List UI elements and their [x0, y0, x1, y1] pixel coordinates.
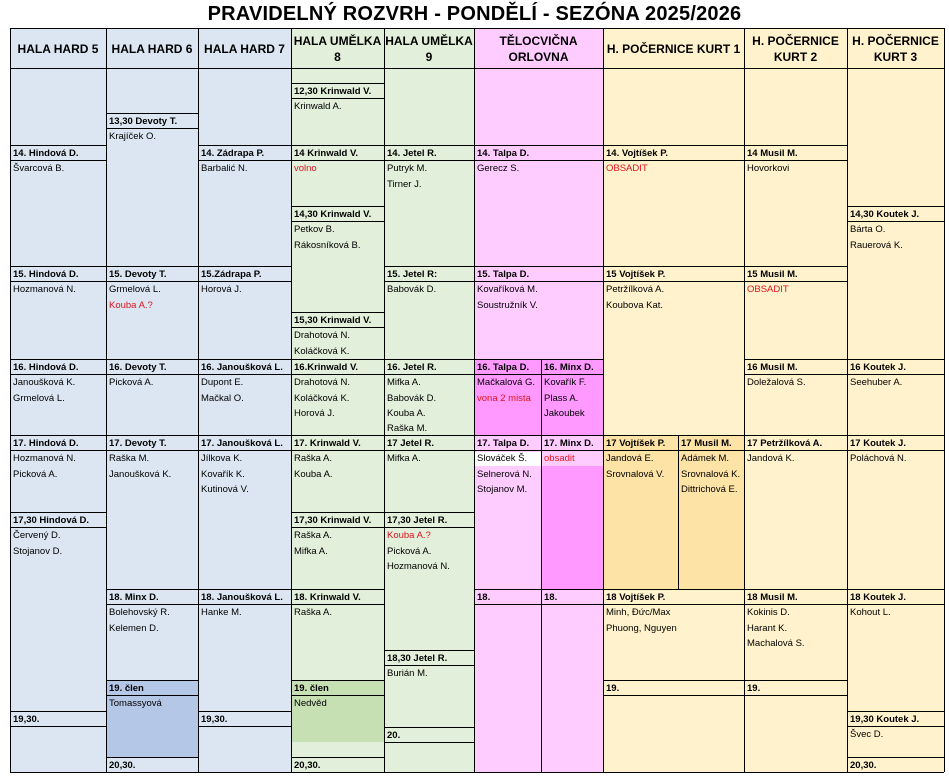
- slot-header: 18. Janoušková L.: [201, 592, 283, 603]
- player-name: Harant K.: [747, 622, 788, 634]
- column-header-pk1: H. POČERNICE KURT 1: [606, 42, 741, 56]
- player-name: Raška M.: [387, 423, 428, 435]
- column-header-hh6: HALA HARD 6: [111, 42, 193, 56]
- slot-header: 16 Koutek J.: [850, 362, 906, 373]
- schedule-block-pk1-18: [606, 590, 742, 636]
- slot-header: 18,30 Jetel R.: [387, 653, 448, 664]
- column-header-to: TĚLOCVIČNA ORLOVNA: [499, 34, 578, 64]
- player-name: Horová J.: [294, 407, 335, 419]
- player-name: Stojanov M.: [477, 483, 528, 495]
- schedule-block-hu9-1830: [387, 651, 472, 682]
- player-name: Raška A.: [294, 453, 333, 465]
- column-header-hu8: HALA UMĚLKA 8: [293, 34, 382, 64]
- slot-header: 14. Jetel R.: [387, 148, 437, 159]
- schedule-block-pk3-16: [850, 360, 942, 391]
- player-name: Dupont E.: [201, 377, 244, 389]
- player-name: Machalová S.: [747, 637, 805, 649]
- column-header-hu9: HALA UMĚLKA 9: [385, 34, 473, 64]
- slot-header: 17. Janoušková L.: [201, 438, 283, 449]
- slot-header: 17 Jetel R.: [387, 438, 434, 449]
- schedule-block-pk2-17: [747, 436, 845, 467]
- slot-header: 15 Musil M.: [747, 269, 798, 280]
- player-name: Gerecz S.: [477, 163, 520, 175]
- grid-line-vertical: [847, 28, 848, 772]
- slot-header: 19.: [747, 683, 761, 694]
- slot-note: obsadit: [544, 453, 575, 465]
- schedule-block-to-16b: [544, 360, 601, 421]
- grid-line-vertical: [678, 435, 679, 589]
- slot-header: 20,30.: [294, 760, 321, 771]
- slot-header: 17,30 Krinwald V.: [294, 515, 372, 526]
- column-header-pk2: H. POČERNICE KURT 2: [752, 34, 839, 64]
- slot-header: 17 Koutek J.: [850, 438, 906, 449]
- column-header-pk3: H. POČERNICE KURT 3: [852, 34, 939, 64]
- player-name: Jandová E.: [606, 453, 654, 465]
- slot-header: 17. Krinwald V.: [294, 438, 361, 449]
- slot-header: 15. Jetel R:: [387, 269, 438, 280]
- slot-header: 15. Talpa D.: [477, 269, 530, 280]
- slot-note: volno: [294, 163, 317, 175]
- schedule-block-hu8-14: [294, 146, 382, 177]
- player-name: Švec D.: [850, 729, 884, 741]
- slot-header: 18 Musil M.: [747, 592, 798, 603]
- player-name: Hozmanová N.: [13, 453, 76, 465]
- slot-header: 18.: [544, 592, 558, 603]
- slot-header: 17. Minx D.: [544, 438, 594, 449]
- grid-line-vertical: [541, 359, 542, 772]
- schedule-block-pk2-18: [747, 590, 845, 651]
- player-name: Rákosníková B.: [294, 239, 361, 251]
- grid-line-vertical: [603, 28, 604, 772]
- player-name: Hovorkovi: [747, 163, 790, 175]
- player-name: Jakoubek: [544, 407, 585, 419]
- slot-header: 18 Vojtíšek P.: [606, 592, 666, 603]
- player-name: Grmelová L.: [13, 392, 65, 404]
- player-name: Kouba A.: [387, 407, 426, 419]
- slot-note: Kouba A.?: [109, 299, 153, 311]
- schedule-block-pk1-14: [606, 146, 742, 177]
- player-name: Plass A.: [544, 392, 579, 404]
- player-name: Janoušková K.: [13, 377, 76, 389]
- player-name: Srovnalová K.: [681, 468, 741, 480]
- player-name: Kovařík K.: [201, 468, 245, 480]
- player-name: Švarcová B.: [13, 163, 65, 175]
- slot-header: 17. Hindová D.: [13, 438, 79, 449]
- player-name: Grmelová L.: [109, 284, 161, 296]
- player-name: Kovařík F.: [544, 377, 587, 389]
- player-name: Mačkalová G.: [477, 377, 536, 389]
- player-name: Adámek M.: [681, 453, 730, 465]
- slot-header: 14. Vojtíšek P.: [606, 148, 668, 159]
- player-name: Mačkal O.: [201, 392, 244, 404]
- player-name: Babovák D.: [387, 284, 437, 296]
- schedule-block-hh7-18: [201, 590, 289, 621]
- player-name: Janoušková K.: [109, 468, 172, 480]
- slot-header: 17 Musil M.: [681, 438, 732, 449]
- player-name: Doležalová S.: [747, 377, 806, 389]
- schedule-block-pk3-17: [850, 436, 942, 467]
- player-name: Picková A.: [13, 468, 58, 480]
- slot-header: 17,30 Jetel R.: [387, 515, 448, 526]
- player-name: Soustružník V.: [477, 299, 538, 311]
- player-name: Koláčková K.: [294, 345, 350, 357]
- player-name: Bolehovský R.: [109, 607, 170, 619]
- schedule-block-hh5-17: [13, 436, 104, 482]
- schedule-block-hh5-1730: [13, 513, 104, 559]
- column-background: [847, 28, 944, 772]
- schedule-block-hu8-1430: [294, 207, 382, 253]
- player-name: Mifka A.: [387, 453, 421, 465]
- grid-line-horizontal: [10, 28, 944, 29]
- schedule-block-pk3-18: [850, 590, 942, 621]
- player-name: Babovák D.: [387, 392, 437, 404]
- slot-header: 15. Devoty T.: [109, 269, 167, 280]
- slot-header: 14,30 Koutek J.: [850, 209, 920, 220]
- slot-header: 19. člen: [294, 683, 329, 694]
- player-name: Phuong, Nguyen: [606, 622, 677, 634]
- grid-line-vertical: [384, 28, 385, 772]
- grid-line-vertical: [474, 28, 475, 772]
- slot-note: OBSADIT: [747, 284, 789, 296]
- player-name: Tomassyová: [109, 698, 162, 710]
- player-name: Srovnalová V.: [606, 468, 665, 480]
- highlight-patch: [541, 466, 603, 589]
- slot-header: 15.Zádrapa P.: [201, 269, 262, 280]
- schedule-block-hu8-16: [294, 360, 382, 421]
- schedule-block-hu9-20: [387, 728, 472, 743]
- player-name: Tirner J.: [387, 178, 422, 190]
- schedule-block-hu9-1730: [387, 513, 472, 574]
- player-name: Hozmanová N.: [387, 560, 450, 572]
- slot-header: 14. Zádrapa P.: [201, 148, 265, 159]
- schedule-block-to-18a: [477, 590, 539, 605]
- player-name: Kutinová V.: [201, 483, 249, 495]
- slot-note: Kouba A.?: [387, 530, 431, 542]
- slot-header: 14 Musil M.: [747, 148, 798, 159]
- schedule-block-hh7-15: [201, 267, 289, 298]
- player-name: Krinwald A.: [294, 101, 342, 113]
- slot-header: 16 Musil M.: [747, 362, 798, 373]
- schedule-block-hh6-15: [109, 267, 196, 313]
- player-name: Kokinis D.: [747, 607, 790, 619]
- schedule-block-hu8-17: [294, 436, 382, 482]
- player-name: Horová J.: [201, 284, 242, 296]
- schedule-block-to-17a: [477, 436, 539, 497]
- grid-line-vertical: [744, 28, 745, 772]
- player-name: Krajíček O.: [109, 131, 156, 143]
- slot-header: 19,30.: [13, 714, 40, 725]
- slot-header: 14. Hindová D.: [13, 148, 79, 159]
- player-name: Kelemen D.: [109, 622, 159, 634]
- slot-header: 15. Hindová D.: [13, 269, 79, 280]
- slot-header: 14 Krinwald V.: [294, 148, 359, 159]
- schedule-block-pk1-19: [606, 681, 742, 696]
- schedule-block-hh5-16: [13, 360, 104, 406]
- slot-header: 20.: [387, 730, 401, 741]
- schedule-block-hu8-1230: [294, 84, 382, 115]
- schedule-block-hh5-1930: [13, 712, 104, 727]
- schedule-block-hh6-2030: [109, 758, 196, 773]
- player-name: Nedvěd: [294, 698, 327, 710]
- slot-header: 14,30 Krinwald V.: [294, 209, 372, 220]
- slot-header: 17. Talpa D.: [477, 438, 530, 449]
- slot-header: 18. Minx D.: [109, 592, 159, 603]
- grid-line-vertical: [944, 28, 945, 772]
- schedule-block-to-18b: [544, 590, 601, 605]
- schedule-block-hh7-1930: [201, 712, 289, 727]
- slot-header: 15 Vojtíšek P.: [606, 269, 666, 280]
- schedule-block-pk1-15: [606, 267, 742, 313]
- schedule-block-hu9-16: [387, 360, 472, 436]
- player-name: Kovaříková M.: [477, 284, 538, 296]
- player-name: Minh, Đức/Max: [606, 607, 671, 619]
- grid-line-vertical: [10, 28, 11, 772]
- slot-note: OBSADIT: [606, 163, 648, 175]
- player-name: Rauerová K.: [850, 239, 903, 251]
- schedule-block-pk2-19: [747, 681, 845, 696]
- player-name: Petkov B.: [294, 224, 335, 236]
- player-name: Seehuber A.: [850, 377, 903, 389]
- player-name: Drahotová N.: [294, 377, 350, 389]
- schedule-block-hu8-1730: [294, 513, 382, 559]
- slot-header: 17 Petržílková A.: [747, 438, 823, 449]
- grid-line-vertical: [198, 28, 199, 772]
- column-header-hh5: HALA HARD 5: [17, 42, 99, 56]
- player-name: Hanke M.: [201, 607, 242, 619]
- slot-header: 13,30 Devoty T.: [109, 116, 178, 127]
- player-name: Burián M.: [387, 668, 428, 680]
- slot-header: 16. Jetel R.: [387, 362, 437, 373]
- player-name: Petržílková A.: [606, 284, 665, 296]
- slot-header: 16. Minx D.: [544, 362, 594, 373]
- slot-header: 17. Devoty T.: [109, 438, 167, 449]
- player-name: Mifka A.: [387, 377, 421, 389]
- slot-header: 20,30.: [850, 760, 877, 771]
- slot-header: 16. Devoty T.: [109, 362, 167, 373]
- slot-header: 16. Janoušková L.: [201, 362, 283, 373]
- slot-header: 17 Vojtíšek P.: [606, 438, 666, 449]
- player-name: Koláčková K.: [294, 392, 350, 404]
- schedule-block-hu8-18: [294, 590, 382, 621]
- schedule-block-to-14: [477, 146, 601, 177]
- player-name: Barbalić N.: [201, 163, 248, 175]
- schedule-block-pk3-2030: [850, 758, 942, 773]
- slot-header: 16.Krinwald V.: [294, 362, 359, 373]
- column-background: [603, 28, 744, 772]
- schedule-block-pk2-14: [747, 146, 845, 177]
- schedule-block-to-17b: [544, 436, 601, 467]
- schedule-block-hh7-14: [201, 146, 289, 177]
- player-name: Picková A.: [387, 545, 432, 557]
- slot-header: 17,30 Hindová D.: [13, 515, 90, 526]
- slot-header: 18. Krinwald V.: [294, 592, 361, 603]
- schedule-block-hu8-2030: [294, 758, 382, 773]
- player-name: Stojanov D.: [13, 545, 63, 557]
- slot-header: 14. Talpa D.: [477, 148, 530, 159]
- schedule-block-pk2-16: [747, 360, 845, 391]
- player-name: Koubova Kat.: [606, 299, 664, 311]
- schedule-block-pk2-15: [747, 267, 845, 298]
- player-name: Picková A.: [109, 377, 154, 389]
- slot-header: 16. Talpa D.: [477, 362, 530, 373]
- schedule-block-hh5-14: [13, 146, 104, 177]
- player-name: Poláchová N.: [850, 453, 907, 465]
- schedule-block-hu8-1530: [294, 313, 382, 359]
- player-name: Jandová K.: [747, 453, 795, 465]
- slot-header: 19,30.: [201, 714, 228, 725]
- schedule-block-pk3-1430: [850, 207, 942, 253]
- schedule-block-pk1-17b: [681, 436, 742, 497]
- player-name: Kouba A.: [294, 468, 333, 480]
- schedule-block-hh6-16: [109, 360, 196, 391]
- schedule-block-hh6-19: [109, 681, 196, 712]
- slot-header: 15,30 Krinwald V.: [294, 315, 372, 326]
- schedule-block-hh5-15: [13, 267, 104, 298]
- slot-header: 19. člen: [109, 683, 144, 694]
- grid-line-vertical: [106, 28, 107, 772]
- schedule-block-hh6-18: [109, 590, 196, 636]
- schedule-block-hh6-1330: [109, 114, 196, 145]
- player-name: Bárta O.: [850, 224, 886, 236]
- player-name: Drahotová N.: [294, 330, 350, 342]
- slot-header: 19,30 Koutek J.: [850, 714, 920, 725]
- schedule-block-hu8-19: [294, 681, 382, 712]
- grid-line-horizontal: [10, 68, 944, 69]
- player-name: Hozmanová N.: [13, 284, 76, 296]
- player-name: Raška A.: [294, 530, 333, 542]
- player-name: Červený D.: [13, 530, 61, 542]
- slot-header: 18.: [477, 592, 491, 603]
- page-title: PRAVIDELNÝ ROZVRH - PONDĚLÍ - SEZÓNA 2025/2026: [207, 3, 742, 25]
- player-name: Slováček Š.: [477, 453, 528, 465]
- schedule-block-pk3-1930: [850, 712, 942, 743]
- player-name: Raška M.: [109, 453, 150, 465]
- player-name: Dittrichová E.: [681, 483, 738, 495]
- schedule-block-pk1-17a: [606, 436, 676, 482]
- player-name: Mifka A.: [294, 545, 328, 557]
- schedule-block-to-16a: [477, 360, 539, 406]
- column-header-hh7: HALA HARD 7: [204, 42, 285, 56]
- player-name: Jílkova K.: [201, 453, 243, 465]
- slot-header: 20,30.: [109, 760, 136, 771]
- slot-header: 18 Koutek J.: [850, 592, 906, 603]
- schedule-block-hh6-17: [109, 436, 196, 482]
- slot-header: 16. Hindová D.: [13, 362, 79, 373]
- grid-line-vertical: [291, 28, 292, 772]
- slot-note: vona 2 mista: [477, 392, 531, 404]
- schedule-block-hh7-16: [201, 360, 289, 406]
- player-name: Selnerová N.: [477, 468, 532, 480]
- player-name: Raška A.: [294, 607, 333, 619]
- slot-header: 19.: [606, 683, 620, 694]
- slot-header: 12,30 Krinwald V.: [294, 86, 372, 97]
- schedule-block-hh7-17: [201, 436, 289, 497]
- column-background: [744, 28, 847, 772]
- schedule-block-hu9-14: [387, 146, 472, 192]
- player-name: Putryk M.: [387, 163, 428, 175]
- schedule-block-to-15: [477, 267, 601, 313]
- schedule-block-hu9-17: [387, 436, 472, 467]
- player-name: Kohout L.: [850, 607, 891, 619]
- schedule-block-hu9-15: [387, 267, 472, 298]
